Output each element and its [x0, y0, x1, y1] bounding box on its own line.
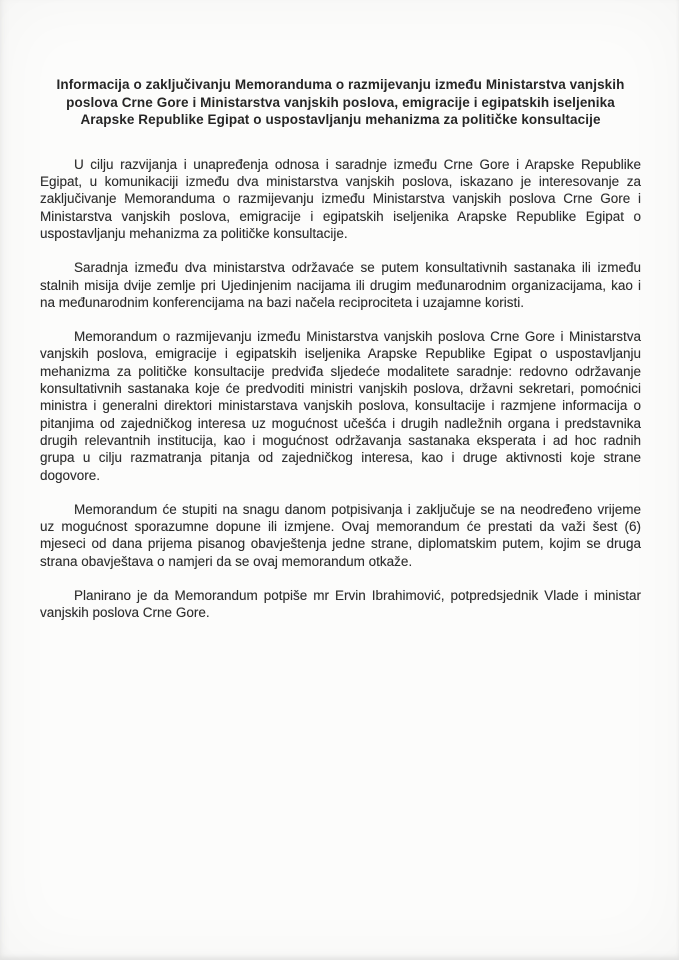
- paragraph-signatory: Planirano je da Memorandum potpiše mr Ervin Ibrahimović, potpredsjednik Vlade i ministar vanjskih poslova Crne Gore.: [40, 588, 641, 621]
- paragraph-modalities: Memorandum o razmijevanju između Ministarstva vanjskih poslova Crne Gore i Ministarstva vanjskih poslova, emigracije i egipatskih iseljenika Arapske Republike Egipat o uspostavljanju mehanizma za političke konsultacije predviđa sljedeće modalitete saradnje: redovno održavanje konsultativnih sastanaka koje će predvoditi ministri vanjskih poslova, državni sekretari, pomoćnici ministra i generalni direktori ministarstava vanjskih poslova, konsultacije i razmjene informacija o pitanjima od zajedničkog interesa uz mogućnost učešća i drugih nadležnih organa i predstavnika drugih relevantnih institucija, kao i mogućnost održavanja sastanaka eksperata i ad hoc radnih grupa u cilju razmatranja pitanja od zajedničkog interesa, kao i druge aktivnosti koje strane dogovore.: [40, 329, 641, 483]
- paragraph-cooperation: Saradnja između dva ministarstva održavaće se putem konsultativnih sastanaka ili između stalnih misija dvije zemlje pri Ujedinjenim nacijama ili drugim međunarodnim organizacijama, kao i na međunarodnim konferencijama na bazi načela reciprociteta i uzajamne koristi.: [40, 260, 641, 310]
- paragraph-entry-into-force: Memorandum će stupiti na snagu danom potpisivanja i zaključuje se na neodređeno vrijeme uz mogućnost sporazumne dopune ili izmjene. Ovaj memorandum će prestati da važi šest (6) mjeseci od dana prijema pisanog obavještenja jedne strane, diplomatskim putem, kojim se druga strana obavještava o namjeri da se ovaj memorandum otkaže.: [40, 501, 641, 569]
- document-title: Informacija o zaključivanju Memoranduma o razmijevanju između Ministarstva vanjskih poslova Crne Gore i Ministarstva vanjskih poslova, emigracije i egipatskih iseljenika Arapske Republike Egipat o uspostavljanju mehanizma za političke konsultacije: [56, 77, 625, 128]
- paragraph-intro: U cilju razvijanja i unapređenja odnosa i saradnje između Crne Gore i Arapske Republike Egipat, u komunikaciji između dva ministarstva vanjskih poslova, iskazano je interesovanje za zaključivanje Memoranduma o razmijevanju između Ministarstva vanjskih poslova Crne Gore i Ministarstva vanjskih poslova, emigracije i egipatskih iseljenika Arapske Republike Egipat o uspostavljanju mehanizma za političke konsultacije.: [40, 156, 641, 241]
